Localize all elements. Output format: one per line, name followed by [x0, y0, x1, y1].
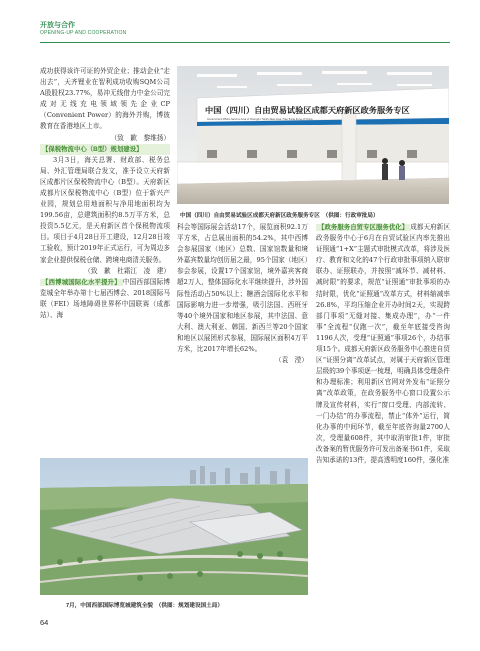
photo1-caption: 中国（四川）自由贸易试验区成都天府新区政务服务专区 （供图：行政审批局）	[180, 213, 379, 219]
col3-paragraph-1	[316, 222, 450, 466]
header-divider	[40, 42, 450, 43]
col1-paragraph-3	[40, 277, 170, 321]
hall-sign-subtext: Government Affairs Service Area of Chengdu Tianfu New Area, Free Trade Zone of China	[207, 118, 313, 121]
photo2-caption: 7月，中国西部国际博览城建筑全貌 （供图：规划建设国土局）	[66, 603, 223, 609]
header-title-en: OPENING-UP AND COOPERATION	[40, 30, 127, 36]
service-hall-photo	[177, 66, 449, 204]
section-heading-bonded-logistics: 【保税物流中心（B型）规划建设】	[40, 144, 170, 155]
col3-paragraph-1-text: 成都天府新区政务服务中心于6月在自贸试验区内率先推出证照通“1+X”主题式审批模式改革，将涉及医疗、教育和文化的47个行政审批事项纳入联审联办、证照联办，并按照“减环节、减材料、减时限”的要求，规范“证照通”审批事项的办结时限，优化“证照通”改革方式，材料缩减率26.8%，平均压缩企业开办时间2天，实现跨部门事项“无缝对接、集成办理”，办“一件事”全流程“仅跑一次”，截至年底接受咨询1196人次，受理“证照通”事项26个，办结事项15个。成都天府新区政务服务中心推进自贸区“证照分离”改革试点，对属于天府新区管理层级的39个事项逐一梳理，明确具体受理条件和办理标准；利用新区官网对外发布“证照分离”改革政策，在政务服务中心窗口设置公示牌及宣传材料，实行“窗口受理、内部流转、一门办结”的办事流程，禁止“体外”运行，简化办事的中间环节，截至年底咨询量2700人次，受理量608件，其中取消审批1件，审批改备案的暂优服务许可发出备案书61件，采取告知承诺的13件，提高透明度160件，强化准	[316, 223, 451, 464]
section-heading-government-service: 【政务服务自贸专区服务优化】	[318, 224, 409, 231]
col1-paragraph-2: 3月3日，海关总署、财政部、税务总局、外汇管理局联合发文，准予设立天府新区成都片区保税物流中心（B型）。天府新区成都片区保税物流中心（B型）位于新兴产业园，规划总用地面积与净用地面积均为199.56亩，总建筑面积约8.5万平方米，总投资5.5亿元，是天府新区首个保税物流项目。项目于4月28日开工建设，12月28日竣工验收，预计2019年正式运行，可为周边多家企业提供保税仓储、跨境电商清关服务。	[40, 155, 170, 264]
column-3	[316, 222, 450, 466]
page-number: 64	[40, 618, 49, 627]
section-heading-expo-city: 【西博城国际化水平提升】	[42, 278, 121, 286]
column-2	[177, 222, 308, 366]
hall-sign-text: 中国（四川）自由贸易试验区成都天府新区政务服务专区	[205, 105, 410, 115]
header-title-cn: 开放与合作	[40, 22, 75, 29]
col2-signature: （袁 滢）	[275, 356, 308, 365]
col1-paragraph-3-text: 中国西部国际博览城全年举办第十七届西博会、2018国际马联（FEI）场地障碍世界杯中国联赛（成都站）、海	[40, 277, 171, 319]
expo-city-photo	[40, 458, 308, 595]
col1-signature-2: （致 歉 杜霜江 凌 建）	[84, 266, 170, 275]
col1-paragraph-1: 成功获得该许可证的外贸企业；推动企业“走出去”，天齐锂业在智利成功收购SQM公司A股股权23.77%，易冲无线借力中金公司完成对无线充电领域领先企业CP（Convenient Power）的海外并购，博彼教育在香港地区上市。	[40, 67, 170, 131]
col2-paragraph-1: 科会等国际展会活动17个，展览面积92.1万平方米，占总展出面积的54.2%，其中西博会参展国家（地区）总数、国家馆数量和境外嘉宾数量均创历届之最，95个国家（地区）参会参展，设置17个国家馆，境外嘉宾客商超2万人，整体国际化水平继续提升，涉外国际性活动占50%以上；糖酒会国际化水平和国际影响力进一步增强，吸引法国、西班牙等40个境外国家和地区参展，其中法国、意大利、澳大利亚、韩国、新西兰等20个国家和地区以展团形式参展，国际展区面积4万平方米，比2017年增长62%。	[177, 223, 308, 354]
page-header	[40, 20, 126, 36]
column-1	[40, 66, 170, 321]
expo-city-illustration	[40, 458, 308, 595]
col1-signature-1: （致 歉 黎维扬）	[110, 133, 170, 142]
service-hall-illustration	[177, 66, 449, 204]
